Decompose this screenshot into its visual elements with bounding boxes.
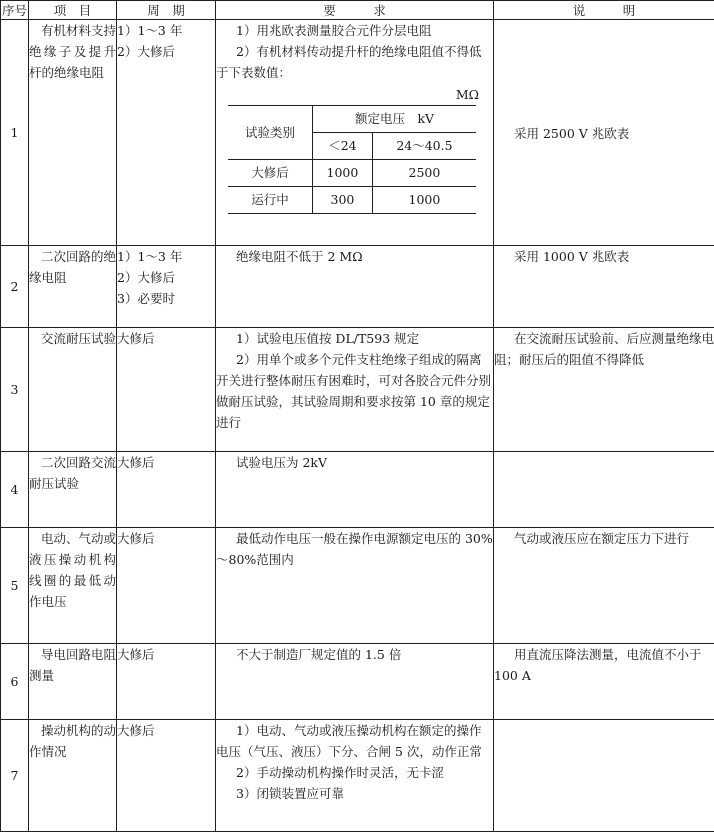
requirement-line: 试验电压为 2kV xyxy=(216,452,493,473)
note-text: 在交流耐压试验前、后应测量绝缘电阻；耐压后的阻值不得降低 xyxy=(494,328,714,370)
row-seq: 3 xyxy=(1,328,29,452)
requirement-line: 2）有机材料传动提升杆的绝缘电阻值不得低于下表数值： xyxy=(216,41,493,83)
row-item-text: 操动机构的动作情况 xyxy=(29,720,116,762)
table-row xyxy=(1,720,714,832)
requirement-line: 2）用单个或多个元件支柱绝缘子组成的隔离开关进行整体耐压有困难时，可对各胶合元件分别做耐压试验，其试验周期和要求按第 10 章的规定进行 xyxy=(216,349,493,433)
row-item-text: 二次回路的绝缘电阻 xyxy=(29,246,116,288)
period-line: 1）1～3 年 xyxy=(117,246,215,267)
resistance-subtable xyxy=(228,105,476,214)
row-requirement xyxy=(216,644,494,720)
subtable-value: 1000 xyxy=(372,187,476,214)
requirement-line: 绝缘电阻不低于 2 MΩ xyxy=(216,246,493,267)
row-note xyxy=(494,452,714,528)
requirement-line: 不大于制造厂规定值的 1.5 倍 xyxy=(216,644,493,665)
row-item xyxy=(29,246,117,328)
row-item-text: 导电回路电阻测量 xyxy=(29,644,116,686)
subtable-voltage-2: 24～40.5 xyxy=(372,133,476,160)
row-requirement xyxy=(216,328,494,452)
table-row xyxy=(1,246,714,328)
row-item-text: 有机材料支持绝缘子及提升杆的绝缘电阻 xyxy=(29,20,116,83)
requirement-line: 最低动作电压一般在操作电源额定电压的 30%～80%范围内 xyxy=(216,528,493,570)
row-requirement xyxy=(216,20,494,246)
subtable-value: 2500 xyxy=(372,160,476,187)
row-period xyxy=(117,20,216,246)
row-period xyxy=(117,452,216,528)
note-text: 采用 1000 V 兆欧表 xyxy=(494,246,714,267)
row-requirement xyxy=(216,246,494,328)
row-seq: 7 xyxy=(1,720,29,832)
table-row xyxy=(1,452,714,528)
table-row xyxy=(1,644,714,720)
subtable-col-head: 试验类别 xyxy=(228,106,313,160)
row-seq: 4 xyxy=(1,452,29,528)
period-line: 大修后 xyxy=(117,644,215,665)
row-period xyxy=(117,528,216,644)
row-period xyxy=(117,246,216,328)
row-requirement xyxy=(216,528,494,644)
period-line: 大修后 xyxy=(117,720,215,741)
row-note xyxy=(494,720,714,832)
row-item-text: 电动、气动或液压操动机构线圈的最低动作电压 xyxy=(29,528,116,612)
row-item xyxy=(29,528,117,644)
subtable-value: 1000 xyxy=(313,160,373,187)
requirement-line: 1）用兆欧表测量胶合元件分层电阻 xyxy=(216,20,493,41)
period-line: 2）大修后 xyxy=(117,267,215,288)
row-requirement xyxy=(216,720,494,832)
period-line: 大修后 xyxy=(117,528,215,549)
requirement-line: 3）闭锁装置应可靠 xyxy=(216,783,493,804)
row-note xyxy=(494,328,714,452)
note-text: 采用 2500 V 兆欧表 xyxy=(494,124,714,142)
requirement-line: 1）电动、气动或液压操动机构在额定的操作电压（气压、液压）下分、合闸 5 次，动作正常 xyxy=(216,720,493,762)
table-row xyxy=(1,20,714,246)
header-requirement: 要 求 xyxy=(216,1,494,20)
row-seq: 2 xyxy=(1,246,29,328)
row-period xyxy=(117,644,216,720)
row-item xyxy=(29,720,117,832)
row-item xyxy=(29,328,117,452)
subtable-row-label: 运行中 xyxy=(228,187,313,214)
row-seq: 1 xyxy=(1,20,29,246)
row-item-text: 二次回路交流耐压试验 xyxy=(29,452,116,494)
period-line: 大修后 xyxy=(117,452,215,473)
table-row xyxy=(1,328,714,452)
period-line: 3）必要时 xyxy=(117,288,215,309)
row-item xyxy=(29,452,117,528)
row-note xyxy=(494,20,714,246)
subtable-voltage-1: ＜24 xyxy=(313,133,373,160)
row-seq: 6 xyxy=(1,644,29,720)
note-text: 气动或液压应在额定压力下进行 xyxy=(494,528,714,549)
row-item xyxy=(29,20,117,246)
row-item xyxy=(29,644,117,720)
period-line: 1）1～3 年 xyxy=(117,20,215,41)
period-line: 2）大修后 xyxy=(117,41,215,62)
subtable-row-label: 大修后 xyxy=(228,160,313,187)
subtable-unit: MΩ xyxy=(216,85,493,105)
header-seq: 序号 xyxy=(1,1,29,20)
header-period: 周 期 xyxy=(117,1,216,20)
subtable-value: 300 xyxy=(313,187,373,214)
row-note xyxy=(494,644,714,720)
row-note xyxy=(494,528,714,644)
row-period xyxy=(117,720,216,832)
table-header-row xyxy=(1,1,714,20)
period-line: 大修后 xyxy=(117,328,215,349)
subtable-group-head: 额定电压 kV xyxy=(313,106,477,133)
row-seq: 5 xyxy=(1,528,29,644)
note-text: 用直流压降法测量，电流值不小于 100 A xyxy=(494,644,714,686)
row-note xyxy=(494,246,714,328)
table-row xyxy=(1,528,714,644)
row-period xyxy=(117,328,216,452)
requirement-line: 1）试验电压值按 DL/T593 规定 xyxy=(216,328,493,349)
row-requirement xyxy=(216,452,494,528)
header-item: 项 目 xyxy=(29,1,117,20)
requirement-line: 2）手动操动机构操作时灵活，无卡涩 xyxy=(216,762,493,783)
row-item-text: 交流耐压试验 xyxy=(29,328,116,349)
header-note: 说 明 xyxy=(494,1,714,20)
